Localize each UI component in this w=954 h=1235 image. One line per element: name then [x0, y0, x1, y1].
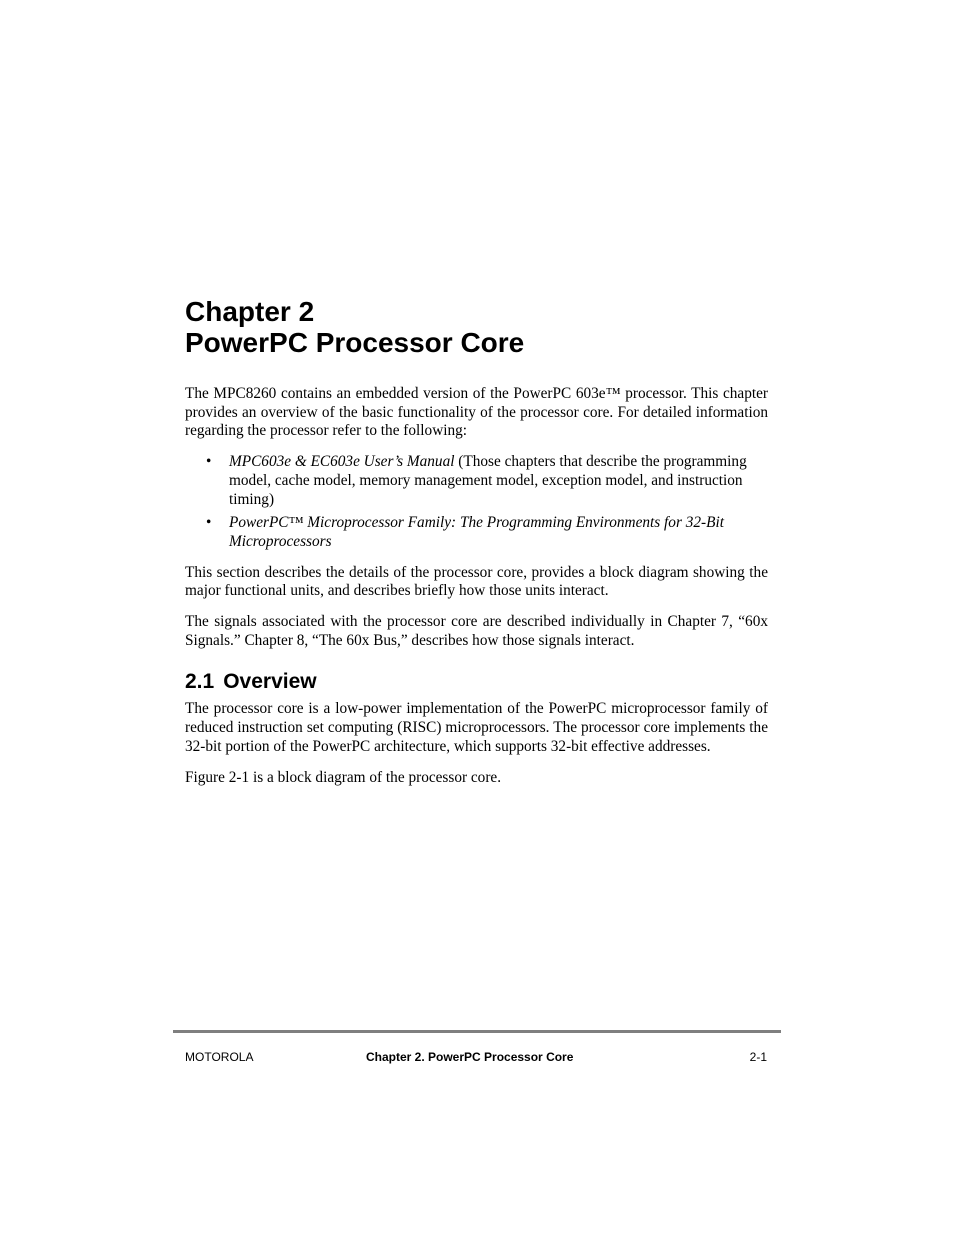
intro-paragraph: The MPC8260 contains an embedded version of the PowerPC 603e™ processor. This chapter provides an overview of the basic functionality of the processor core. For detailed information regarding the processor refer to the following: [185, 385, 768, 440]
figure-reference-paragraph: Figure 2-1 is a block diagram of the processor core. [185, 768, 502, 786]
signals-paragraph: The signals associated with the processor core are described individually in Chapter 7, “60x Signals.” Chapter 8, “The 60x Bus,” describes how those signals interact. [185, 613, 768, 649]
reference-title: PowerPC™ Microprocessor Family: The Programming Environments for 32-Bit Microprocessors [229, 514, 724, 550]
footer-page-number: 2-1 [749, 1050, 767, 1064]
page-body [185, 385, 768, 799]
reference-list [185, 453, 768, 552]
reference-note: (Those chapters that describe the programming model, cache model, memory management model, exception model, and instruction timing) [229, 453, 747, 508]
section-number: 2.1 [185, 670, 215, 694]
bullet-icon: • [206, 514, 212, 532]
overview-paragraph: The processor core is a low-power implementation of the PowerPC microprocessor family of reduced instruction set computing (RISC) microprocessors. The processor core implements the 32-bit portion of the PowerPC architecture, which supports 32-bit effective addresses. [185, 700, 768, 755]
footer-chapter-title: Chapter 2. PowerPC Processor Core [366, 1050, 574, 1064]
bullet-icon: • [206, 453, 212, 471]
reference-item-programming-environments [185, 514, 768, 551]
section-description-paragraph: This section describes the details of the processor core, provides a block diagram showing the major functional units, and describes briefly how those units interact. [185, 563, 768, 600]
footer-rule [173, 1030, 781, 1033]
reference-item-user-manual [185, 453, 768, 509]
section-title: Overview [223, 670, 317, 694]
reference-title: MPC603e & EC603e User’s Manual [229, 453, 455, 471]
section-heading-overview [185, 670, 768, 694]
chapter-title [185, 296, 785, 358]
chapter-number: Chapter 2 [185, 296, 315, 327]
footer-publisher: MOTOROLA [185, 1050, 254, 1064]
chapter-name: PowerPC Processor Core [185, 327, 525, 358]
